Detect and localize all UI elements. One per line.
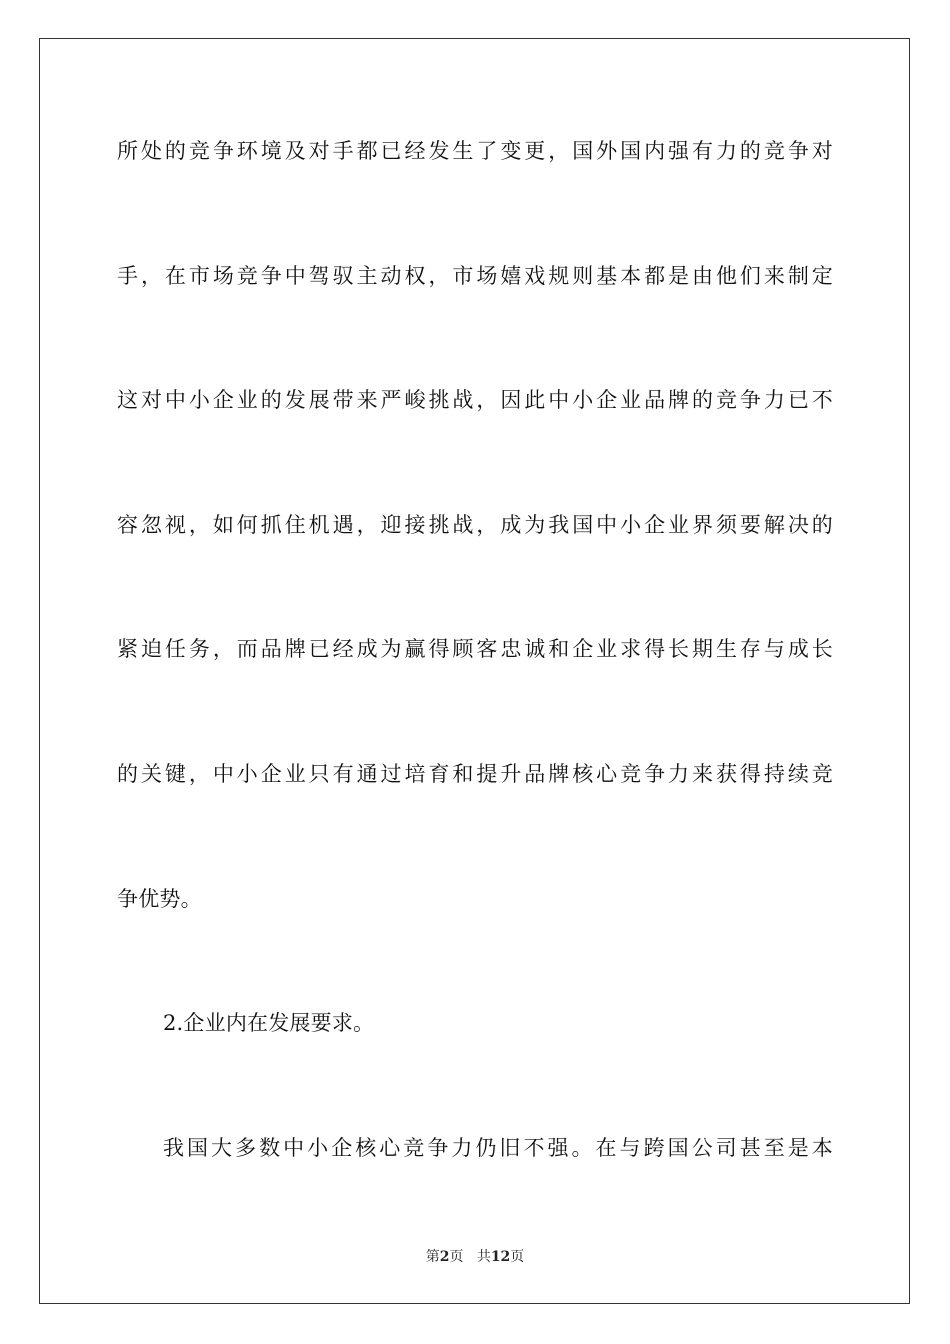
footer-page-prefix: 第: [425, 1249, 440, 1265]
footer-page-suffix: 页: [449, 1249, 464, 1265]
footer-page-number: 2: [439, 1249, 450, 1265]
body-line-5: 紧迫任务，而品牌已经成为赢得顾客忠诚和企业求得长期生存与成长: [117, 637, 833, 661]
body-line-3: 这对中小企业的发展带来严峻挑战，因此中小企业品牌的竞争力已不: [117, 388, 833, 412]
footer-total-pages: 12: [490, 1249, 511, 1265]
body-line-1: 所处的竞争环境及对手都已经发生了变更，国外国内强有力的竞争对: [117, 139, 833, 163]
body-line-2: 手，在市场竞争中驾驭主动权，市场嬉戏规则基本都是由他们来制定: [117, 264, 833, 288]
body-line-4: 容忽视，如何抓住机遇，迎接挑战，成为我国中小企业界须要解决的: [117, 513, 833, 537]
section-heading: 2.企业内在发展要求。: [163, 1011, 375, 1035]
body-line-7: 争优势。: [117, 887, 202, 911]
body-line-6: 的关键，中小企业只有通过培育和提升品牌核心竞争力来获得持续竞: [117, 762, 833, 786]
footer-total-prefix: 共: [476, 1249, 491, 1265]
page-border: [39, 38, 910, 1304]
page-footer: [0, 1248, 950, 1266]
footer-total-suffix: 页: [510, 1249, 525, 1265]
body-line-9: 我国大多数中小企核心竞争力仍旧不强。在与跨国公司甚至是本: [163, 1136, 833, 1160]
